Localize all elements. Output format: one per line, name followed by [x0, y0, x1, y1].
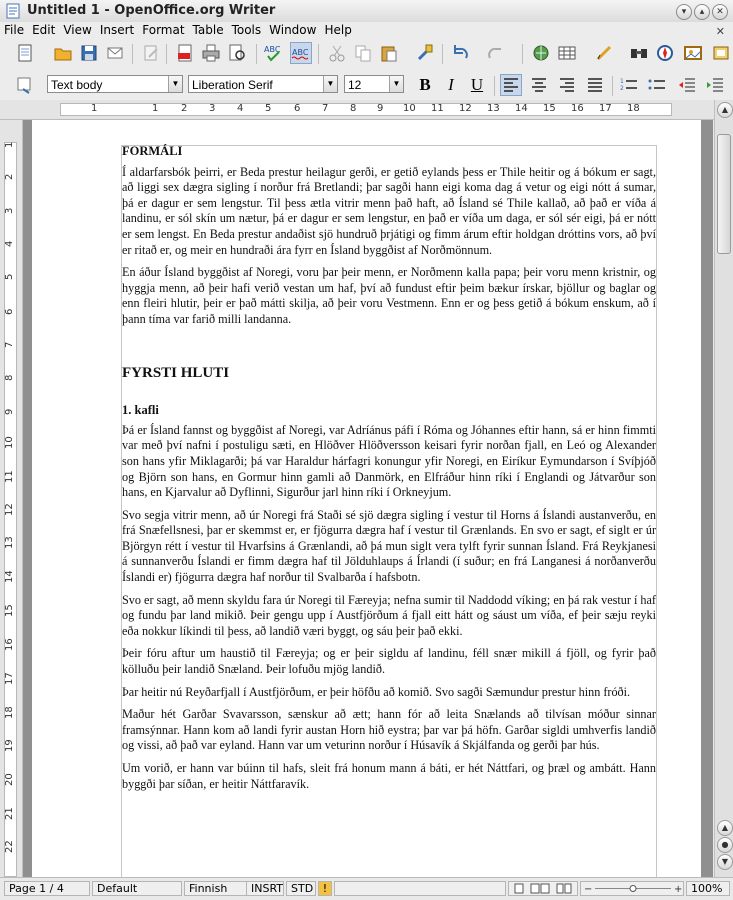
menu-tools[interactable]: Tools	[231, 23, 262, 37]
ruler-number: 13	[4, 536, 15, 549]
bold-button[interactable]: B	[419, 75, 431, 94]
heading-formali: FORMÁLI	[122, 144, 183, 158]
italic-button[interactable]: I	[448, 75, 454, 94]
ruler-number: 22	[4, 840, 15, 853]
paragraph-style-value: Text body	[51, 78, 103, 92]
paragraph: Þá er Ísland fannst og byggðist af Noregi, var Adríánus páfi í Róma og Jóhannes eftir hann, sá er hinn fimmti var með því nafni í postuligu sæti, en Hlöðver Hlöðversson keisari fyrir norðan fjall, en Leó og Alexander son hans yfir Miklagarði; þá var Haraldur hárfagri konungur yfir Noregi, en Eiríkur Eymundarson í Svíþjóð og Björn son hans, en Gormur hinn gamli að Danmörk, en Elfráður hinn ríki í Englandi og Játvarður son hans, en Kjarvalur að Dyflinni, Sigurður jarl hinn ríki í Orkneyjum.	[122, 422, 656, 500]
signature-status	[334, 881, 506, 896]
writer-app-icon	[5, 3, 21, 19]
navigation-dot-icon[interactable]: ●	[717, 837, 733, 853]
menu-edit[interactable]: Edit	[32, 23, 56, 37]
ruler-number: 16	[4, 638, 15, 651]
ruler-number: 15	[543, 103, 556, 114]
paragraph: Þar heitir nú Reyðarfjall í Austfjörðum, er þeir höfðu að komið. Svo sagði Sæmundur prestur hinn fróði.	[122, 684, 631, 699]
heading-chapter: 1. kafli	[122, 403, 159, 418]
svg-text:+: +	[674, 884, 683, 895]
zoom-slider[interactable]	[580, 881, 684, 896]
page-indicator[interactable]: Page 1 / 4	[4, 881, 90, 896]
ruler-number: 7	[4, 341, 15, 348]
heading-part: FYRSTI HLUTI	[122, 364, 230, 381]
ruler-number: 5	[265, 103, 272, 114]
align-left-icon[interactable]	[500, 74, 522, 96]
maximize-button[interactable]: ▴	[694, 4, 710, 20]
export-pdf-icon[interactable]	[174, 42, 196, 64]
redo-icon[interactable]	[484, 42, 506, 64]
data-sources-icon[interactable]	[710, 42, 732, 64]
ruler-number: 3	[4, 207, 15, 214]
font-size-combo[interactable]	[344, 75, 404, 93]
navigator-icon[interactable]	[654, 42, 676, 64]
ruler-number: 10	[403, 103, 416, 114]
insert-mode-indicator[interactable]: INSRT	[246, 881, 284, 896]
ruler-number: 15	[4, 604, 15, 617]
page-style-indicator[interactable]: Default	[92, 881, 182, 896]
scroll-thumb[interactable]	[717, 134, 731, 254]
close-document-button[interactable]: ✕	[715, 25, 725, 38]
ruler-number: 11	[431, 103, 444, 114]
ruler-number: 1	[91, 103, 98, 114]
styles-formatting-icon[interactable]	[14, 74, 36, 96]
ruler-number: 19	[4, 739, 15, 752]
table-icon[interactable]	[556, 42, 578, 64]
show-draw-functions-icon[interactable]	[594, 42, 616, 64]
window-title: Untitled 1 - OpenOffice.org Writer	[27, 3, 276, 18]
svg-text:ABC: ABC	[264, 45, 281, 54]
zoom-percent[interactable]: 100%	[686, 881, 730, 896]
ruler-number: 14	[4, 570, 15, 583]
ruler-number: 4	[237, 103, 244, 114]
ruler-number: 11	[4, 470, 15, 483]
ruler-number: 21	[4, 807, 15, 820]
scroll-up-icon[interactable]: ▲	[717, 820, 733, 836]
document-text[interactable]	[122, 144, 656, 799]
view-layout-icons[interactable]	[508, 881, 578, 896]
edit-file-icon[interactable]	[140, 42, 162, 64]
hyperlink-icon[interactable]	[530, 42, 552, 64]
font-name-value: Liberation Serif	[192, 78, 273, 92]
paragraph: Um vorið, er hann var búinn til hafs, sleit frá honum mann á báti, er hét Náttfari, og þræl og ambátt. Hann byggði þar síðan, er heitir Náttfaravík.	[122, 761, 656, 791]
svg-text:ABC: ABC	[292, 48, 309, 57]
gallery-icon[interactable]	[682, 42, 704, 64]
title-bar	[0, 0, 733, 23]
find-replace-icon[interactable]	[628, 42, 650, 64]
cut-icon[interactable]	[326, 42, 348, 64]
page-preview-icon[interactable]	[226, 42, 248, 64]
ruler-number: 14	[515, 103, 528, 114]
align-right-icon[interactable]	[556, 74, 578, 96]
spellcheck-icon[interactable]	[262, 42, 284, 64]
selection-mode-indicator[interactable]: STD	[286, 881, 316, 896]
menu-insert[interactable]: Insert	[99, 23, 135, 37]
menu-table[interactable]: Table	[192, 23, 224, 37]
ruler-number: 17	[599, 103, 612, 114]
scroll-down-icon[interactable]: ▼	[717, 854, 733, 870]
menu-bar	[0, 22, 733, 38]
undo-icon[interactable]	[450, 42, 472, 64]
clone-formatting-icon[interactable]	[414, 42, 436, 64]
formatting-toolbar	[0, 70, 733, 101]
ruler-number: 17	[4, 672, 15, 685]
horizontal-ruler[interactable]	[0, 100, 733, 120]
document-modified-icon[interactable]: !	[318, 881, 332, 896]
svg-text:1: 1	[620, 78, 624, 85]
language-indicator[interactable]: Finnish	[184, 881, 272, 896]
ruler-number: 1	[152, 103, 159, 114]
paragraph: Þeir fóru aftur um haustið til Færeyja; og er þeir sigldu af landinu, féll snær mikill á fjöll, og fyrir það kölluðu þeir landið Snæland. Þeir lofuðu mjög landið.	[122, 646, 656, 677]
standard-toolbar	[0, 38, 733, 71]
ruler-number: 12	[459, 103, 472, 114]
decrease-indent-icon[interactable]	[676, 74, 698, 96]
ruler-number: 3	[209, 103, 216, 114]
ruler-number: 8	[4, 374, 15, 381]
vertical-scrollbar[interactable]	[714, 100, 733, 877]
menu-view[interactable]: View	[63, 23, 92, 37]
svg-text:−: −	[584, 884, 593, 895]
ruler-number: 7	[322, 103, 329, 114]
ruler-number: 16	[571, 103, 584, 114]
ruler-number: 20	[4, 773, 15, 786]
open-folder-icon[interactable]	[52, 42, 74, 64]
vertical-ruler[interactable]	[0, 120, 23, 877]
scroll-up-icon[interactable]: ▲	[717, 102, 733, 118]
ruler-number: 1	[4, 141, 15, 148]
paragraph: En áður Ísland byggðist af Noregi, voru þar þeir menn, er Norðmenn kalla papa; þeir voru menn kristnir, og hyggja menn, að þeir hafi verið vestan um haf, því að fundust eftir þeim bækur írskar, bjöllur og baglar og enn fleiri hlutir, þeir er það mátti skilja, að þeir voru Vestmenn. Enn er og þess getið á bókum enskum, að í þann tíma var farið milli landanna.	[122, 265, 656, 326]
ruler-number: 9	[377, 103, 384, 114]
ruler-number: 5	[4, 273, 15, 280]
document-canvas[interactable]	[23, 120, 713, 877]
ruler-number: 4	[4, 240, 15, 247]
underline-button[interactable]: U	[470, 75, 484, 94]
increase-indent-icon[interactable]	[704, 74, 726, 96]
menu-help[interactable]: Help	[324, 23, 352, 37]
copy-icon[interactable]	[352, 42, 374, 64]
ruler-number: 6	[294, 103, 301, 114]
menu-window[interactable]: Window	[269, 23, 317, 37]
ruler-number: 9	[4, 408, 15, 415]
document-page[interactable]	[32, 120, 701, 877]
paste-icon[interactable]	[378, 42, 400, 64]
ruler-number: 10	[4, 436, 15, 449]
menu-format[interactable]: Format	[142, 23, 185, 37]
autospellcheck-icon[interactable]	[290, 42, 312, 64]
ruler-number: 8	[350, 103, 357, 114]
print-icon[interactable]	[200, 42, 222, 64]
new-document-icon[interactable]	[14, 42, 36, 64]
ruler-number: 18	[4, 706, 15, 719]
minimize-button[interactable]: ▾	[676, 4, 692, 20]
paragraph: Svo er sagt, að menn skyldu fara úr Noregi til Færeyja; nefna sumir til Naddodd víking; en þá rak vestur í haf og fundu þar land mikið. Þeir gengu upp í Austfjörðum á fjall eitt hátt og sáust um víða, ef þeir sæju reyki eða nokkur líkindi til þess, að landið væri byggt, og sáu þeir það ekki.	[122, 592, 656, 638]
ruler-number: 18	[627, 103, 640, 114]
align-center-icon[interactable]	[528, 74, 550, 96]
svg-text:2: 2	[620, 85, 624, 92]
font-name-combo[interactable]	[188, 75, 338, 93]
justify-icon[interactable]	[584, 74, 606, 96]
paragraph-style-combo[interactable]	[47, 75, 183, 93]
bullets-icon[interactable]	[646, 74, 668, 96]
ruler-number: 6	[4, 308, 15, 315]
font-size-value: 12	[348, 78, 362, 92]
email-document-icon[interactable]	[104, 42, 126, 64]
paragraph: Í aldarfarsbók þeirri, er Beda prestur heilagur gerði, er getið eylands þess er Thile heitir og á bókum er sagt, að liggi sex dægra sigling í norður frá Bretlandi; þar sagði hann eigi koma dag á vetur og eigi nótt á sumar, þá er dagur er sem lengstur. Til þess ætla vitrir menn það haft, að Ísland sé Thile kallað, að það er víða á landinu, er sól skín um nætur, þá er dagur er sem lengstur, en það er víða um daga, er sól sér eigi, þá er nótt er sem lengst. En Beda prestur andaðist sjö hundruð þrjátigi og fimm árum eftir holdgan dróttins vors, að því er ritað er, og meir en hundraði ára fyrr en Ísland byggðist af Norðmönnum.	[122, 164, 656, 257]
close-window-button[interactable]: ✕	[712, 4, 728, 20]
chevron-down-icon[interactable]: ▼	[389, 76, 403, 92]
numbering-icon[interactable]	[618, 74, 640, 96]
view-layout-icon[interactable]	[509, 882, 575, 895]
save-icon[interactable]	[78, 42, 100, 64]
paragraph: Svo segja vitrir menn, að úr Noregi frá Staði sé sjö dægra sigling í vestur til Horns á Íslandi austanverðu, en frá Snæfellsnesi, þar er skemmst er, er fjögurra dægra haf í vestur til Grænlands. En svo er sagt, ef siglt er úr Björgyn rétt í vestur til Hvarfsins á Grænlandi, að þá mun siglt vera tylft fyrir sunnan Ísland. Frá Reykjanesi á sunnanverðu Íslandi er fimm dægra haf til Jölduhlaups á Írlandi (í suður; en frá Langanesi á norðanverðu Íslandi er) fjögurra dægra haf norður til Svalbarða í hafsbotn.	[122, 507, 656, 585]
status-bar	[0, 877, 733, 900]
menu-file[interactable]: File	[4, 23, 25, 37]
ruler-number: 13	[487, 103, 500, 114]
ruler-number: 2	[4, 173, 15, 180]
chevron-down-icon[interactable]: ▼	[323, 76, 337, 92]
ruler-number: 2	[181, 103, 188, 114]
chevron-down-icon[interactable]: ▼	[168, 76, 182, 92]
paragraph: Maður hét Garðar Svavarsson, sænskur að ætt; hann fór að leita Snælands að tilvísan móður sinnar framsýnnar. Hann kom að landi fyrir austan Horn hið eystra; þar var þá höfn. Garðar sigldi umhverfis landið og vissi, að það var eyland. Hann var um veturinn norður í Húsavík á Skjálfanda og gerði þar hús.	[122, 707, 656, 753]
ruler-number: 12	[4, 503, 15, 516]
